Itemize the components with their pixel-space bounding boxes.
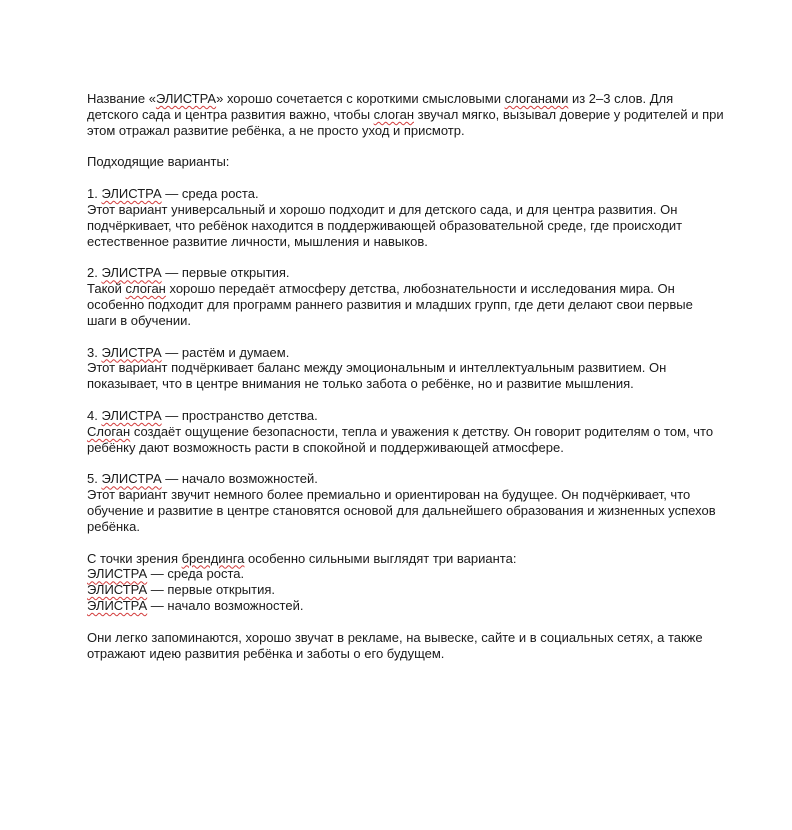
spellcheck-flagged-word[interactable]: ЭЛИСТРА — [87, 566, 148, 582]
variant-description-line: Этот вариант звучит немного более премиально и ориентирован на будущее. Он подчёркивает, что — [87, 487, 691, 503]
spellcheck-flagged-word[interactable]: Слоган — [87, 423, 131, 439]
variant-description-line: ребёнка. — [87, 518, 140, 534]
spellcheck-flagged-word[interactable]: ЭЛИСТРА — [101, 407, 162, 423]
variants-heading — [87, 154, 757, 170]
text-line: детского сада и центра развития важно, чтобы слоган звучал мягко, вызывал доверие у родителей и при — [87, 106, 724, 122]
variant-description-line: обучение и развитие в центре становятся основой для дальнейшего образования и жизненных успехов — [87, 502, 716, 518]
text-line: ЭЛИСТРА — начало возможностей. — [87, 597, 304, 613]
text-line: Они легко запоминаются, хорошо звучат в рекламе, на вывеске, сайте и в социальных сетях, а также — [87, 629, 703, 645]
variant-item-2 — [87, 265, 757, 328]
variant-item-3 — [87, 345, 757, 392]
variant-title: 1. ЭЛИСТРА — среда роста. — [87, 186, 259, 202]
variant-description-line: Этот вариант универсальный и хорошо подходит и для детского сада, и для центра развития. Он — [87, 201, 678, 217]
variant-description-line: особенно подходит для программ раннего развития и младших групп, где дети делают свои первые — [87, 296, 693, 312]
variant-description-line: Этот вариант подчёркивает баланс между эмоциональным и интеллектуальным развитием. Он — [87, 360, 667, 376]
variant-description-line: показывает, что в центре внимания не только забота о ребёнке, но и развитие мышления. — [87, 376, 634, 392]
variant-title: 3. ЭЛИСТРА — растём и думаем. — [87, 344, 290, 360]
text-line: Название «ЭЛИСТРА» хорошо сочетается с короткими смысловыми слоганами из 2–3 слов. Для — [87, 91, 674, 106]
variant-description-line: Такой слоган хорошо передаёт атмосферу детства, любознательности и исследования мира. Он — [87, 281, 675, 297]
spellcheck-flagged-word[interactable]: ЭЛИСТРА — [101, 186, 162, 202]
variant-description-line: подчёркивает, что ребёнок находится в поддерживающей образовательной среде, где происходит — [87, 217, 683, 233]
variant-item-1 — [87, 186, 757, 249]
conclusion-paragraph — [87, 630, 757, 662]
spellcheck-flagged-word[interactable]: ЭЛИСТРА — [87, 597, 148, 613]
variant-title: 4. ЭЛИСТРА — пространство детства. — [87, 407, 318, 423]
spellcheck-flagged-word[interactable]: ЭЛИСТРА — [155, 91, 217, 106]
text-line: ЭЛИСТРА — среда роста. — [87, 566, 245, 582]
intro-paragraph — [87, 91, 757, 138]
spellcheck-flagged-word[interactable]: слоганами — [504, 91, 569, 106]
variant-description-line: естественное развитие личности, мышления и навыков. — [87, 233, 428, 249]
variants-heading-text: Подходящие варианты: — [87, 154, 230, 170]
document-body[interactable] — [87, 91, 757, 677]
spellcheck-flagged-word[interactable]: ЭЛИСТРА — [87, 582, 148, 598]
variant-title: 2. ЭЛИСТРА — первые открытия. — [87, 265, 290, 281]
text-line: ЭЛИСТРА — первые открытия. — [87, 582, 276, 598]
variant-title: 5. ЭЛИСТРА — начало возможностей. — [87, 471, 318, 487]
variants-list — [87, 186, 757, 534]
spellcheck-flagged-word[interactable]: слоган — [125, 281, 166, 297]
spellcheck-flagged-word[interactable]: слоган — [373, 106, 414, 122]
text-line: этом отражал развитие ребёнка, а не просто уход и присмотр. — [87, 122, 465, 138]
text-line: отражают идею развития ребёнка и заботы о его будущем. — [87, 645, 445, 661]
branding-paragraph — [87, 551, 757, 614]
variant-item-5 — [87, 471, 757, 534]
variant-description-line: шаги в обучении. — [87, 312, 191, 328]
spellcheck-flagged-word[interactable]: ЭЛИСТРА — [101, 265, 162, 281]
variant-description-line: ребёнку дают возможность расти в спокойной и поддерживающей атмосфере. — [87, 439, 564, 455]
spellcheck-flagged-word[interactable]: брендинга — [181, 550, 245, 566]
spellcheck-flagged-word[interactable]: ЭЛИСТРА — [101, 471, 162, 487]
variant-item-4 — [87, 408, 757, 455]
text-line: С точки зрения брендинга особенно сильными выглядят три варианта: — [87, 550, 517, 566]
spellcheck-flagged-word[interactable]: ЭЛИСТРА — [101, 344, 162, 360]
variant-description-line: Слоган создаёт ощущение безопасности, тепла и уважения к детству. Он говорит родителям о том, что — [87, 423, 714, 439]
